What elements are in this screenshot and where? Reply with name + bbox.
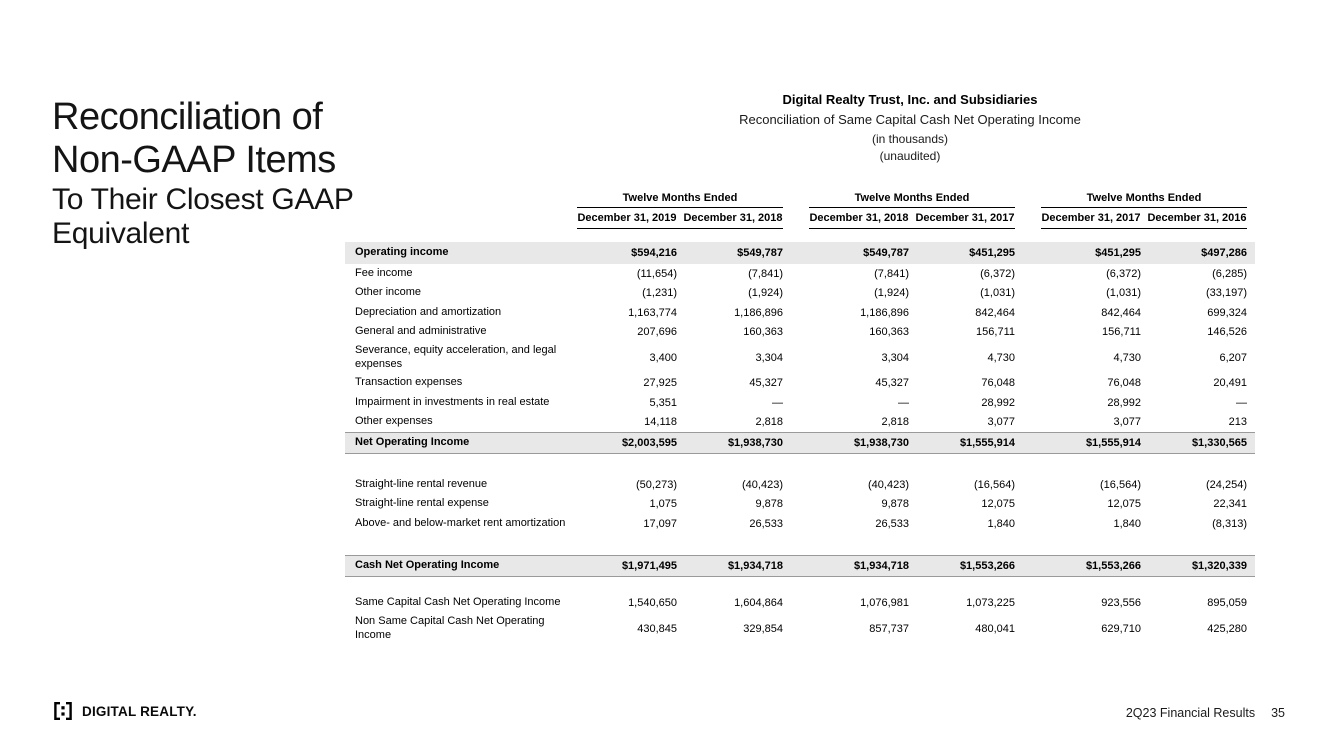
value-group [1041, 495, 1247, 515]
value-cell: 12,075 [1107, 498, 1141, 511]
table-heading-description: Reconciliation of Same Capital Cash Net Operating Income [739, 112, 1081, 127]
value-cell: 1,163,774 [628, 306, 677, 319]
value-group [1041, 613, 1247, 645]
value-cell: — [772, 396, 783, 409]
value-cell: 26,533 [875, 517, 909, 530]
table-row [345, 374, 1255, 394]
slide-title [52, 96, 354, 252]
value-cell: (16,564) [974, 478, 1015, 491]
value-group [577, 495, 783, 515]
value-cell: 3,304 [755, 351, 783, 364]
value-group [809, 594, 1015, 614]
value-cell: 12,075 [981, 498, 1015, 511]
value-cell: 4,730 [987, 351, 1015, 364]
value-cell: 45,327 [875, 377, 909, 390]
row-label: Impairment in investments in real estate [355, 395, 550, 408]
row-label: Non Same Capital Cash Net Operating Income [355, 615, 545, 641]
column-dates-row [809, 208, 1015, 229]
value-cell: 895,059 [1207, 597, 1247, 610]
column-date-header: December 31, 2017 [1041, 212, 1141, 224]
column-date-header: December 31, 2017 [915, 212, 1015, 224]
spacer-row [345, 454, 1255, 475]
row-label: Depreciation and amortization [355, 305, 502, 318]
value-cell: 2,818 [755, 416, 783, 429]
value-cell: (7,841) [874, 267, 909, 280]
value-cell: 3,400 [649, 351, 677, 364]
value-cell: 6,207 [1219, 351, 1247, 364]
value-group [577, 303, 783, 323]
value-cell: 213 [1228, 416, 1247, 429]
value-group [809, 393, 1015, 413]
table-row [345, 475, 1255, 495]
value-cell: 20,491 [1213, 377, 1247, 390]
slide-title-line2: Non-GAAP Items [52, 139, 336, 182]
value-group [577, 514, 783, 534]
value-cell: $1,553,266 [1085, 559, 1141, 572]
value-cell: 5,351 [649, 396, 677, 409]
value-cell: $451,295 [969, 247, 1015, 259]
value-cell: 9,878 [881, 498, 909, 511]
brand-name: DIGITAL REALTY. [82, 703, 197, 719]
value-group [577, 242, 783, 264]
value-group [577, 342, 783, 374]
value-cell: $1,553,266 [959, 559, 1015, 572]
value-cell: 3,077 [1113, 416, 1141, 429]
value-group [577, 393, 783, 413]
row-label: Straight-line rental expense [355, 497, 489, 510]
value-group [809, 556, 1015, 576]
column-date-header: December 31, 2016 [1147, 212, 1247, 224]
value-cell: $1,555,914 [959, 437, 1015, 449]
value-group [809, 475, 1015, 495]
table-row [345, 303, 1255, 323]
value-cell: 923,556 [1101, 597, 1141, 610]
value-group [1041, 433, 1247, 453]
value-cell: $1,555,914 [1085, 437, 1141, 449]
table-row [345, 514, 1255, 534]
value-group [809, 342, 1015, 374]
row-label: Net Operating Income [355, 436, 470, 449]
value-cell: 17,097 [643, 517, 677, 530]
row-label: Cash Net Operating Income [355, 558, 500, 571]
value-cell: $594,216 [631, 247, 677, 259]
table-row [345, 264, 1255, 284]
value-group [1041, 514, 1247, 534]
value-cell: (24,254) [1206, 478, 1247, 491]
value-cell: 430,845 [637, 622, 677, 635]
value-cell: (16,564) [1100, 478, 1141, 491]
value-cell: 76,048 [1107, 377, 1141, 390]
value-group [577, 264, 783, 284]
value-group [577, 323, 783, 343]
value-group [577, 433, 783, 453]
value-cell: 3,077 [987, 416, 1015, 429]
value-cell: (40,423) [742, 478, 783, 491]
value-cell: (1,924) [748, 287, 783, 300]
table-heading-thousands: (in thousands) [871, 132, 949, 146]
value-cell: 160,363 [869, 326, 909, 339]
value-cell: 160,363 [743, 326, 783, 339]
digital-realty-logo-icon [52, 700, 74, 722]
column-group-header [577, 192, 783, 229]
value-cell: $549,787 [737, 247, 783, 259]
value-cell: 1,840 [987, 517, 1015, 530]
value-cell: 1,840 [1113, 517, 1141, 530]
value-group [1041, 342, 1247, 374]
value-group [577, 556, 783, 576]
value-group [809, 264, 1015, 284]
column-date-header: December 31, 2018 [683, 212, 783, 224]
value-group [1041, 556, 1247, 576]
column-group-title: Twelve Months Ended [1041, 192, 1247, 208]
table-row [345, 613, 1255, 645]
row-label: Straight-line rental revenue [355, 477, 488, 490]
value-group [1041, 264, 1247, 284]
value-cell: 156,711 [976, 326, 1015, 339]
value-cell: 146,526 [1207, 326, 1247, 339]
value-cell: 76,048 [981, 377, 1015, 390]
value-cell: 1,075 [649, 498, 677, 511]
value-cell: $497,286 [1201, 247, 1247, 259]
value-cell: 842,464 [975, 306, 1015, 319]
value-group [1041, 594, 1247, 614]
value-group [809, 303, 1015, 323]
value-cell: 2,818 [881, 416, 909, 429]
value-cell: 629,710 [1101, 622, 1141, 635]
footer-brand [52, 700, 197, 722]
value-cell: $1,938,730 [853, 437, 909, 449]
value-cell: $1,330,565 [1191, 437, 1247, 449]
value-group [577, 613, 783, 645]
row-label: Transaction expenses [355, 376, 463, 389]
column-date-header: December 31, 2018 [809, 212, 909, 224]
value-cell: 1,604,864 [734, 597, 783, 610]
value-group [809, 514, 1015, 534]
column-dates-row [577, 208, 783, 229]
value-cell: $549,787 [863, 247, 909, 259]
row-label: Other income [355, 286, 422, 299]
value-group [809, 323, 1015, 343]
row-label: Fee income [355, 266, 413, 279]
value-cell: (8,313) [1212, 517, 1247, 530]
value-cell: 425,280 [1207, 622, 1247, 635]
value-cell: 329,854 [743, 622, 783, 635]
value-cell: — [898, 396, 909, 409]
slide-title-line1: Reconciliation of [52, 96, 323, 138]
table-heading-unaudited: (unaudited) [879, 149, 941, 163]
table-row [345, 393, 1255, 413]
slide-title-line4: Equivalent [52, 217, 190, 251]
value-cell: 22,341 [1213, 498, 1247, 511]
value-cell: $1,320,339 [1191, 559, 1247, 572]
value-cell: 1,186,896 [734, 306, 783, 319]
value-cell: 27,925 [643, 377, 677, 390]
value-cell: 156,711 [1102, 326, 1141, 339]
value-cell: 1,540,650 [628, 597, 677, 610]
value-group [809, 413, 1015, 433]
value-cell: 857,737 [869, 622, 909, 635]
table-row [345, 413, 1255, 433]
value-cell: 26,533 [749, 517, 783, 530]
table-row [345, 323, 1255, 343]
value-group [1041, 303, 1247, 323]
value-cell: (6,285) [1212, 267, 1247, 280]
value-cell: $1,971,495 [621, 559, 677, 572]
column-dates-row [1041, 208, 1247, 229]
value-cell: 3,304 [881, 351, 909, 364]
value-cell: 28,992 [981, 396, 1015, 409]
column-group-title: Twelve Months Ended [809, 192, 1015, 208]
table-row [345, 242, 1255, 264]
value-group [809, 374, 1015, 394]
page-number: 35 [1271, 706, 1285, 720]
value-group [1041, 413, 1247, 433]
row-label: General and administrative [355, 325, 487, 338]
footer-info [1126, 706, 1285, 720]
column-group-header [1041, 192, 1247, 229]
column-date-header: December 31, 2019 [577, 212, 677, 224]
table-body [345, 242, 1255, 645]
value-cell: (6,372) [1106, 267, 1141, 280]
table-column-headers [345, 192, 1255, 229]
value-group [577, 475, 783, 495]
value-cell: (1,924) [874, 287, 909, 300]
table-row [345, 594, 1255, 614]
footer-results-label: 2Q23 Financial Results [1125, 706, 1256, 720]
value-group [809, 613, 1015, 645]
value-cell: $1,934,718 [853, 559, 909, 572]
value-cell: 207,696 [637, 326, 677, 339]
value-cell: (11,654) [636, 267, 677, 280]
value-cell: (33,197) [1206, 287, 1247, 300]
value-cell: $451,295 [1095, 247, 1141, 259]
value-group [577, 594, 783, 614]
value-group [809, 284, 1015, 304]
value-group [1041, 323, 1247, 343]
value-cell: 14,118 [644, 416, 677, 429]
value-cell: (50,273) [636, 478, 677, 491]
value-cell: $1,934,718 [727, 559, 783, 572]
row-label: Operating income [355, 246, 449, 259]
value-cell: 28,992 [1107, 396, 1141, 409]
value-cell: 1,073,225 [966, 597, 1015, 610]
table-row [345, 432, 1255, 454]
value-cell: 842,464 [1101, 306, 1141, 319]
value-cell: (6,372) [980, 267, 1015, 280]
value-group [809, 495, 1015, 515]
value-cell: 9,878 [755, 498, 783, 511]
value-cell: $2,003,595 [621, 437, 677, 449]
value-group [1041, 475, 1247, 495]
value-cell: (7,841) [748, 267, 783, 280]
table-row [345, 342, 1255, 374]
value-cell: — [1236, 396, 1247, 409]
table-heading [530, 92, 1290, 166]
value-cell: 45,327 [749, 377, 783, 390]
value-group [1041, 393, 1247, 413]
slide-title-line3: To Their Closest GAAP [52, 182, 354, 216]
value-cell: (1,031) [1106, 287, 1141, 300]
column-group-header [809, 192, 1015, 229]
value-group [577, 284, 783, 304]
value-cell: 480,041 [975, 622, 1015, 635]
row-label: Above- and below-market rent amortization [355, 516, 566, 529]
value-cell: 1,186,896 [860, 306, 909, 319]
value-group [1041, 284, 1247, 304]
value-cell: 4,730 [1113, 351, 1141, 364]
spacer-row [345, 534, 1255, 555]
value-cell: $1,938,730 [727, 437, 783, 449]
table-row [345, 495, 1255, 515]
table-row [345, 555, 1255, 577]
value-cell: (1,031) [980, 287, 1015, 300]
value-cell: 699,324 [1207, 306, 1247, 319]
row-label: Severance, equity acceleration, and legal expenses [355, 344, 557, 370]
column-group-title: Twelve Months Ended [577, 192, 783, 208]
value-group [809, 433, 1015, 453]
row-label: Same Capital Cash Net Operating Income [355, 596, 561, 609]
table-heading-company: Digital Realty Trust, Inc. and Subsidiaries [782, 92, 1038, 107]
value-cell: (1,231) [642, 287, 677, 300]
table-row [345, 284, 1255, 304]
value-group [577, 374, 783, 394]
value-group [1041, 242, 1247, 264]
value-group [1041, 374, 1247, 394]
value-cell: 1,076,981 [860, 597, 909, 610]
spacer-row [345, 577, 1255, 594]
row-label: Other expenses [355, 415, 433, 428]
value-group [809, 242, 1015, 264]
financial-table [345, 192, 1255, 645]
value-cell: (40,423) [868, 478, 909, 491]
value-group [577, 413, 783, 433]
